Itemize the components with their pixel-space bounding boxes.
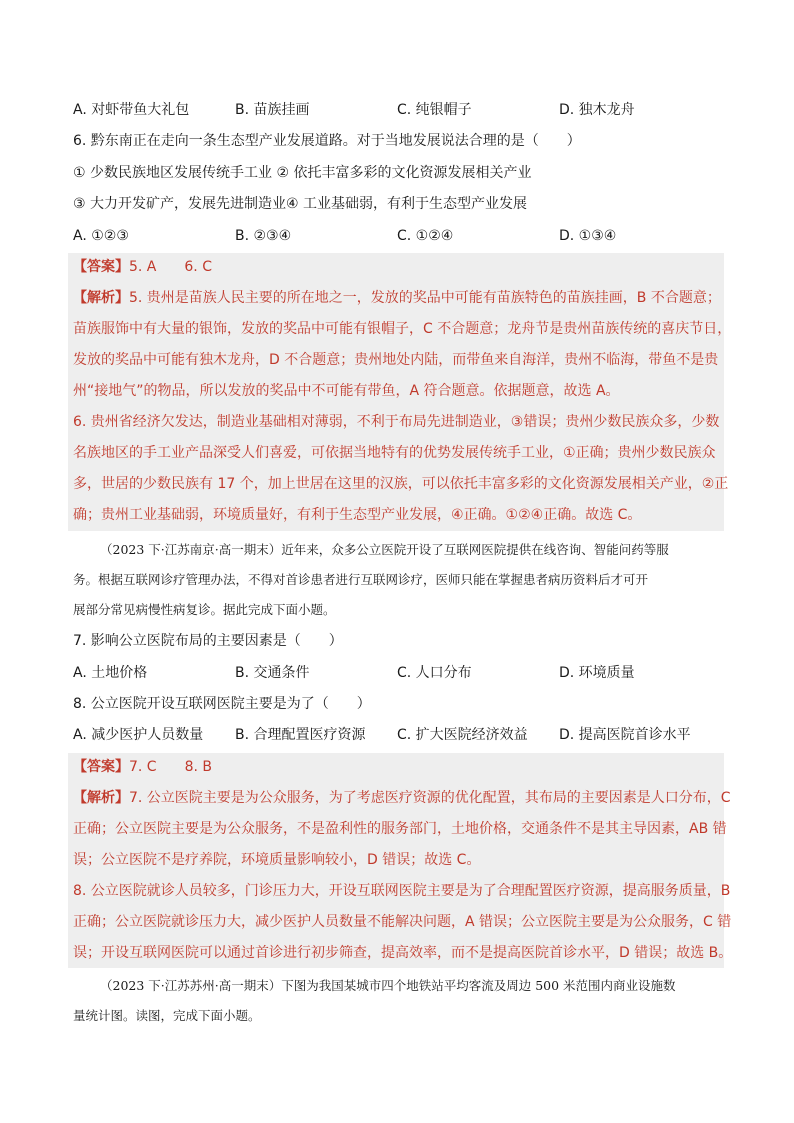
- analysis-line: 6. 贵州省经济欠发达，制造业基础相对薄弱，不利于布局先进制造业，③错误；贵州少数民族众多，少数: [73, 414, 720, 430]
- q6-stem: 6. 黔东南正在走向一条生态型产业发展道路。对于当地发展说法合理的是（ ）: [73, 133, 581, 149]
- q7-option-b[interactable]: B. 交通条件: [235, 665, 310, 681]
- analysis-line: [73, 788, 731, 808]
- q7-option-a[interactable]: A. 土地价格: [73, 665, 148, 681]
- intro-next-line: （2023 下·江苏苏州·高一期末）下图为我国某城市四个地铁站平均客流及周边 500 米范围内商业设施数: [100, 978, 676, 993]
- q8-option-a[interactable]: A. 减少医护人员数量: [73, 727, 204, 743]
- answer-block-7-8: [68, 753, 733, 968]
- intro-7-8-line: 务。根据互联网诊疗管理办法，不得对首诊患者进行互联网诊疗，医师只能在掌握患者病历资料后才可开: [73, 572, 649, 587]
- answer-tag: 【答案】: [73, 759, 129, 775]
- analysis-text: 5. 贵州是苗族人民主要的所在地之一，发放的奖品中可能有苗族特色的苗族挂画，B 不合题意；: [129, 290, 721, 306]
- analysis-line: 8. 公立医院就诊人员较多，门诊压力大，开设互联网医院主要是为了合理配置医疗资源，提高服务质量，B: [73, 883, 731, 899]
- q6-option-b[interactable]: B. ②③④: [235, 228, 292, 244]
- q5-option-b[interactable]: B. 苗族挂画: [235, 102, 310, 118]
- analysis-line: [73, 288, 721, 308]
- answer-text: 5. A 6. C: [129, 259, 212, 275]
- analysis-line: 多，世居的少数民族有 17 个，加上世居在这里的汉族，可以依托丰富多彩的文化资源发展相关产业，②正: [73, 476, 729, 492]
- q5-option-c[interactable]: C. 纯银帽子: [397, 102, 472, 118]
- q6-option-d[interactable]: D. ①③④: [559, 228, 617, 244]
- analysis-text: 7. 公立医院主要是为公众服务，为了考虑医疗资源的优化配置，其布局的主要因素是人口分布，C: [129, 790, 731, 806]
- q7-option-d[interactable]: D. 环境质量: [559, 665, 635, 681]
- q8-option-d[interactable]: D. 提高医院首诊水平: [559, 727, 691, 743]
- intro-7-8-line: 展部分常见病慢性病复诊。据此完成下面小题。: [73, 602, 336, 617]
- answer-block-5-6: [68, 253, 732, 531]
- q6-option-a[interactable]: A. ①②③: [73, 228, 129, 244]
- analysis-line: 名族地区的手工业产品深受人们喜爱，可依据当地特有的优势发展传统手工业，①正确；贵州少数民族众: [73, 445, 716, 461]
- q8-option-b[interactable]: B. 合理配置医疗资源: [235, 727, 366, 743]
- intro-next-line: 量统计图。读图，完成下面小题。: [73, 1008, 261, 1023]
- answer-line-7-8: [73, 757, 212, 777]
- q8-option-c[interactable]: C. 扩大医院经济效益: [397, 727, 528, 743]
- analysis-line: 正确；公立医院主要是为公众服务，不是盈利性的服务部门，土地价格，交通条件不是其主导因素，AB 错: [73, 821, 727, 837]
- answer-text: 7. C 8. B: [129, 759, 212, 775]
- analysis-line: 误；开设互联网医院可以通过首诊进行初步筛查，提高效率，而不是提高医院首诊水平，D 错误；故选 B。: [73, 945, 733, 961]
- answer-tag: 【答案】: [73, 259, 129, 275]
- q6-option-c[interactable]: C. ①②④: [397, 228, 454, 244]
- analysis-line: 发放的奖品中可能有独木龙舟，D 不合题意；贵州地处内陆，而带鱼来自海洋，贵州不临海，带鱼不是贵: [73, 352, 719, 368]
- analysis-line: 正确；公立医院就诊压力大，减少医护人员数量不能解决问题，A 错误；公立医院主要是为公众服务，C 错: [73, 914, 732, 930]
- q6-items-line2: ③ 大力开发矿产，发展先进制造业④ 工业基础弱，有利于生态型产业发展: [73, 196, 528, 212]
- analysis-tag: 【解析】: [73, 790, 129, 806]
- analysis-line: 误；公立医院不是疗养院，环境质量影响较小，D 错误；故选 C。: [73, 852, 481, 868]
- q8-stem: 8. 公立医院开设互联网医院主要是为了（ ）: [73, 696, 371, 712]
- analysis-line: 苗族服饰中有大量的银饰，发放的奖品中可能有银帽子，C 不合题意；龙舟节是贵州苗族传统的喜庆节日，: [73, 321, 732, 337]
- q5-option-d[interactable]: D. 独木龙舟: [559, 102, 635, 118]
- answer-line-5-6: [73, 257, 212, 277]
- intro-7-8-line: （2023 下·江苏南京·高一期末）近年来，众多公立医院开设了互联网医院提供在线咨询、智能问药等服: [100, 542, 669, 557]
- q7-option-c[interactable]: C. 人口分布: [397, 665, 472, 681]
- analysis-line: 确；贵州工业基础弱，环境质量好，有利于生态型产业发展，④正确。①②④正确。故选 C。: [73, 507, 642, 523]
- analysis-line: 州“接地气”的物品，所以发放的奖品中不可能有带鱼，A 符合题意。依据题意，故选 A。: [73, 383, 620, 399]
- q5-option-a[interactable]: A. 对虾带鱼大礼包: [73, 102, 190, 118]
- analysis-tag: 【解析】: [73, 290, 129, 306]
- q6-items-line1: ① 少数民族地区发展传统手工业 ② 依托丰富多彩的文化资源发展相关产业: [73, 165, 532, 181]
- q7-stem: 7. 影响公立医院布局的主要因素是（ ）: [73, 633, 343, 649]
